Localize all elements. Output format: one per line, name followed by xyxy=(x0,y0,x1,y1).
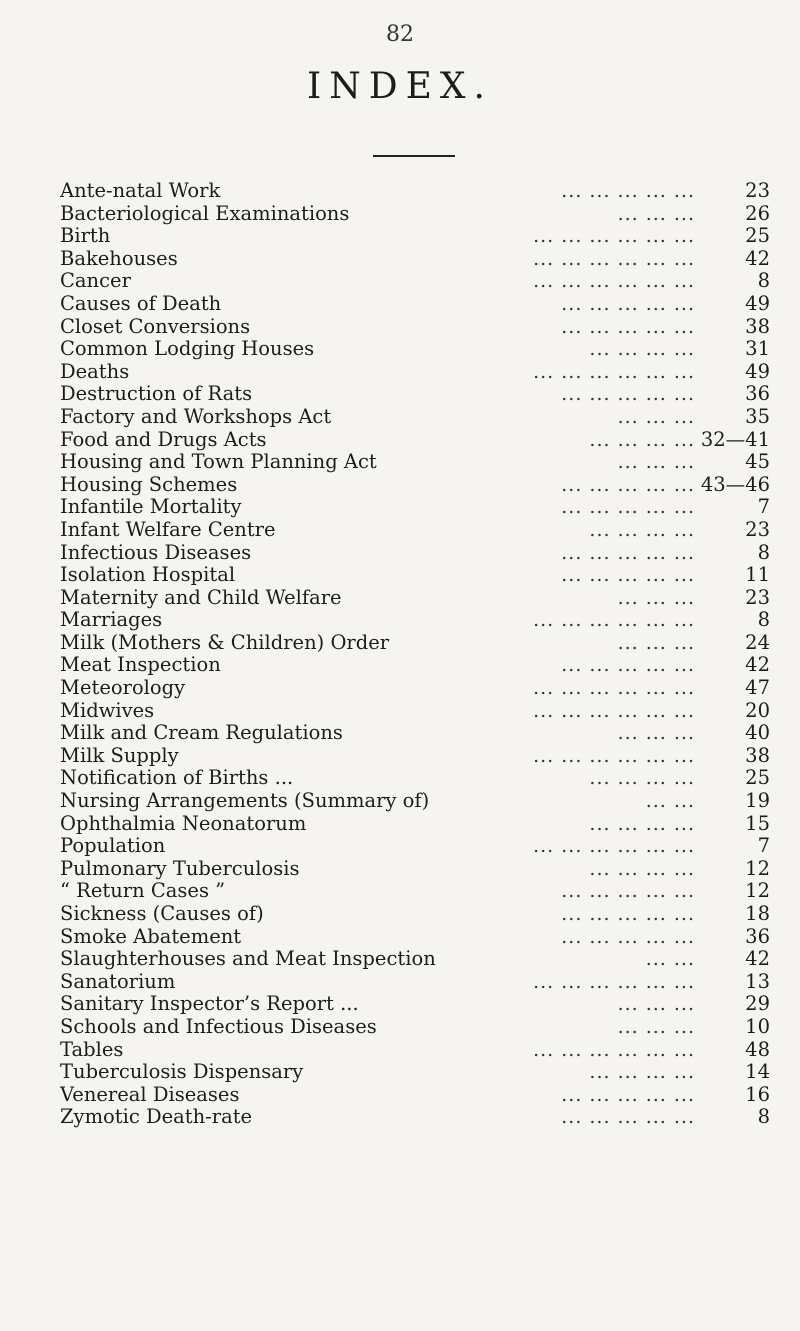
page-number: 82 xyxy=(386,22,414,47)
index-page-ref: 43—46 xyxy=(700,472,770,496)
index-entry xyxy=(60,429,770,452)
dot-leader: ... ... ... ... ... xyxy=(561,1106,695,1129)
dot-leader: ... ... ... ... ... xyxy=(561,315,695,338)
index-term: Marriages xyxy=(60,608,163,632)
dot-leader: ... ... ... ... ... ... xyxy=(533,970,695,993)
dot-leader: ... ... ... ... xyxy=(589,857,695,880)
index-entry xyxy=(60,406,770,429)
dot-leader: ... ... ... ... ... xyxy=(561,1083,695,1106)
index-entry xyxy=(60,813,770,836)
index-term: Birth xyxy=(60,224,111,248)
index-entry xyxy=(60,790,770,813)
index-entry xyxy=(60,293,770,316)
dot-leader: ... ... ... ... ... xyxy=(561,903,695,925)
index-entry xyxy=(60,587,770,610)
dot-leader: ... ... ... ... ... ... xyxy=(533,677,695,700)
index-page-ref: 11 xyxy=(745,563,770,587)
index-entry xyxy=(60,248,770,271)
index-term: Milk Supply xyxy=(60,743,179,767)
index-entry xyxy=(60,948,770,971)
index-page-ref: 42 xyxy=(745,653,770,677)
index-entry xyxy=(60,700,770,723)
dot-leader: ... ... ... xyxy=(617,631,695,654)
page-title: INDEX. xyxy=(307,66,493,107)
index-entry xyxy=(60,451,770,474)
dot-leader: ... ... ... ... xyxy=(589,518,695,541)
index-entry xyxy=(60,519,770,542)
index-entry xyxy=(60,880,770,903)
index-term: Maternity and Child Welfare xyxy=(60,585,342,609)
title-rule xyxy=(373,155,455,157)
dot-leader: ... ... ... ... ... xyxy=(561,564,695,587)
index-term: Closet Conversions xyxy=(60,314,251,338)
dot-leader: ... ... ... ... xyxy=(589,767,695,790)
index-page-ref: 18 xyxy=(745,902,770,925)
dot-leader: ... ... ... ... ... xyxy=(561,292,695,315)
index-entry xyxy=(60,1061,770,1084)
index-term: Causes of Death xyxy=(60,291,222,315)
index-entry xyxy=(60,564,770,587)
index-entry xyxy=(60,383,770,406)
index-page-ref: 38 xyxy=(745,314,770,338)
dot-leader: ... ... ... ... ... xyxy=(561,473,695,496)
index-term: Sickness (Causes of) xyxy=(60,902,264,925)
dot-leader: ... ... ... ... ... xyxy=(561,383,695,406)
index-entry xyxy=(60,858,770,881)
index-entry xyxy=(60,338,770,361)
dot-leader: ... ... ... ... ... ... xyxy=(533,360,695,383)
index-entry xyxy=(60,971,770,994)
index-entry xyxy=(60,609,770,632)
index-entry xyxy=(60,677,770,700)
index-entry xyxy=(60,722,770,745)
index-term: Deaths xyxy=(60,359,130,383)
index-page-ref: 14 xyxy=(745,1060,770,1084)
dot-leader: ... ... ... xyxy=(617,586,695,609)
dot-leader: ... ... xyxy=(645,790,695,813)
dot-leader: ... ... ... ... ... xyxy=(561,880,695,903)
index-page-ref: 8 xyxy=(757,1105,770,1129)
index-term: Bacteriological Examinations xyxy=(60,201,350,225)
dot-leader: ... ... ... ... ... xyxy=(561,496,695,519)
index-entry xyxy=(60,993,770,1016)
index-term: Slaughterhouses and Meat Inspection xyxy=(60,947,436,971)
index-page-ref: 8 xyxy=(757,540,770,564)
index-page-ref: 42 xyxy=(745,947,770,971)
index-entry xyxy=(60,926,770,949)
index-page-ref: 36 xyxy=(745,382,770,406)
dot-leader: ... ... ... ... ... xyxy=(561,925,695,948)
index-term: Notification of Births ... xyxy=(60,766,294,790)
dot-leader: ... ... ... ... xyxy=(589,1061,695,1084)
index-page-ref: 7 xyxy=(757,495,770,519)
index-term: Infantile Mortality xyxy=(60,495,242,519)
index-page-ref: 25 xyxy=(745,766,770,790)
index-page-ref: 8 xyxy=(757,608,770,632)
index-term: Midwives xyxy=(60,698,155,722)
index-term: Milk (Mothers & Children) Order xyxy=(60,630,390,654)
index-page-ref: 23 xyxy=(745,179,770,202)
index-entry xyxy=(60,180,770,203)
index-entry xyxy=(60,767,770,790)
index-page-ref: 42 xyxy=(745,246,770,270)
index-page-ref: 38 xyxy=(745,743,770,767)
dot-leader: ... ... ... ... ... ... xyxy=(533,835,695,858)
index-page-ref: 47 xyxy=(745,676,770,700)
index-page-ref: 16 xyxy=(745,1082,770,1106)
index-term: Isolation Hospital xyxy=(60,563,236,587)
index-list xyxy=(60,180,770,1129)
index-page-ref: 48 xyxy=(745,1037,770,1061)
index-entry xyxy=(60,542,770,565)
index-term: Housing and Town Planning Act xyxy=(60,450,377,474)
index-term: Venereal Diseases xyxy=(60,1082,240,1106)
index-term: Infant Welfare Centre xyxy=(60,517,276,541)
index-term: Ophthalmia Neonatorum xyxy=(60,811,307,835)
index-page-ref: 49 xyxy=(745,359,770,383)
index-term: Schools and Infectious Diseases xyxy=(60,1014,377,1038)
index-term: Housing Schemes xyxy=(60,472,238,496)
dot-leader: ... ... ... ... xyxy=(589,428,695,451)
index-term: Zymotic Death-rate xyxy=(60,1105,253,1129)
index-page-ref: 20 xyxy=(745,698,770,722)
index-entry xyxy=(60,203,770,226)
index-entry xyxy=(60,270,770,293)
index-page-ref: 23 xyxy=(745,585,770,609)
index-term: Pulmonary Tuberculosis xyxy=(60,856,300,880)
index-page-ref: 26 xyxy=(745,201,770,225)
index-term: Factory and Workshops Act xyxy=(60,404,332,428)
index-page-ref: 35 xyxy=(745,404,770,428)
index-entry xyxy=(60,835,770,858)
index-page-ref: 19 xyxy=(745,789,770,813)
dot-leader: ... ... ... xyxy=(617,722,695,745)
index-page-ref: 40 xyxy=(745,721,770,745)
index-term: Smoke Abatement xyxy=(60,924,242,948)
index-term: Infectious Diseases xyxy=(60,540,252,564)
index-term: Destruction of Rats xyxy=(60,382,253,406)
dot-leader: ... ... ... ... xyxy=(589,338,695,361)
index-term: Cancer xyxy=(60,269,131,293)
index-page-ref: 13 xyxy=(745,969,770,993)
index-entry xyxy=(60,1039,770,1062)
index-term: Population xyxy=(60,834,166,858)
index-entry xyxy=(60,225,770,248)
dot-leader: ... ... ... ... ... xyxy=(561,180,695,202)
index-term: Meat Inspection xyxy=(60,653,221,677)
index-page-ref: 12 xyxy=(745,856,770,880)
index-page-ref: 36 xyxy=(745,924,770,948)
index-page-ref: 49 xyxy=(745,291,770,315)
index-term: Nursing Arrangements (Summary of) xyxy=(60,789,430,813)
index-page-ref: 24 xyxy=(745,630,770,654)
index-term: Sanitary Inspector’s Report ... xyxy=(60,992,359,1016)
dot-leader: ... ... ... ... ... xyxy=(561,654,695,677)
index-entry xyxy=(60,1016,770,1039)
index-entry xyxy=(60,1084,770,1107)
dot-leader: ... ... ... ... ... ... xyxy=(533,744,695,767)
dot-leader: ... ... ... xyxy=(617,993,695,1016)
index-entry xyxy=(60,1106,770,1129)
index-page-ref: 31 xyxy=(745,337,770,361)
dot-leader: ... ... ... ... xyxy=(589,812,695,835)
index-page-ref: 32—41 xyxy=(700,427,770,451)
index-term: Food and Drugs Acts xyxy=(60,427,267,451)
index-term: Tuberculosis Dispensary xyxy=(60,1060,304,1084)
index-page-ref: 29 xyxy=(745,992,770,1016)
index-entry xyxy=(60,903,770,926)
index-entry xyxy=(60,474,770,497)
index-term: Milk and Cream Regulations xyxy=(60,721,343,745)
dot-leader: ... ... xyxy=(645,948,695,971)
index-entry xyxy=(60,632,770,655)
dot-leader: ... ... ... ... ... ... xyxy=(533,247,695,270)
dot-leader: ... ... ... ... ... ... xyxy=(533,609,695,632)
dot-leader: ... ... ... ... ... ... xyxy=(533,225,695,248)
index-term: “ Return Cases ” xyxy=(60,879,226,903)
dot-leader: ... ... ... xyxy=(617,405,695,428)
index-entry xyxy=(60,496,770,519)
dot-leader: ... ... ... xyxy=(617,202,695,225)
index-term: Tables xyxy=(60,1037,124,1061)
index-entry xyxy=(60,316,770,339)
dot-leader: ... ... ... ... ... ... xyxy=(533,1038,695,1061)
index-term: Ante-natal Work xyxy=(60,179,221,202)
index-term: Common Lodging Houses xyxy=(60,337,315,361)
index-entry xyxy=(60,745,770,768)
index-page-ref: 25 xyxy=(745,224,770,248)
dot-leader: ... ... ... ... ... ... xyxy=(533,699,695,722)
index-page-ref: 23 xyxy=(745,517,770,541)
index-term: Meteorology xyxy=(60,676,186,700)
index-entry xyxy=(60,361,770,384)
index-entry xyxy=(60,654,770,677)
index-page-ref: 7 xyxy=(757,834,770,858)
index-term: Bakehouses xyxy=(60,246,178,270)
index-page-ref: 10 xyxy=(745,1014,770,1038)
dot-leader: ... ... ... ... ... ... xyxy=(533,270,695,293)
index-page-ref: 15 xyxy=(745,811,770,835)
index-term: Sanatorium xyxy=(60,969,176,993)
dot-leader: ... ... ... xyxy=(617,1015,695,1038)
index-page-ref: 12 xyxy=(745,879,770,903)
dot-leader: ... ... ... xyxy=(617,451,695,474)
index-page-ref: 45 xyxy=(745,450,770,474)
dot-leader: ... ... ... ... ... xyxy=(561,541,695,564)
index-page-ref: 8 xyxy=(757,269,770,293)
